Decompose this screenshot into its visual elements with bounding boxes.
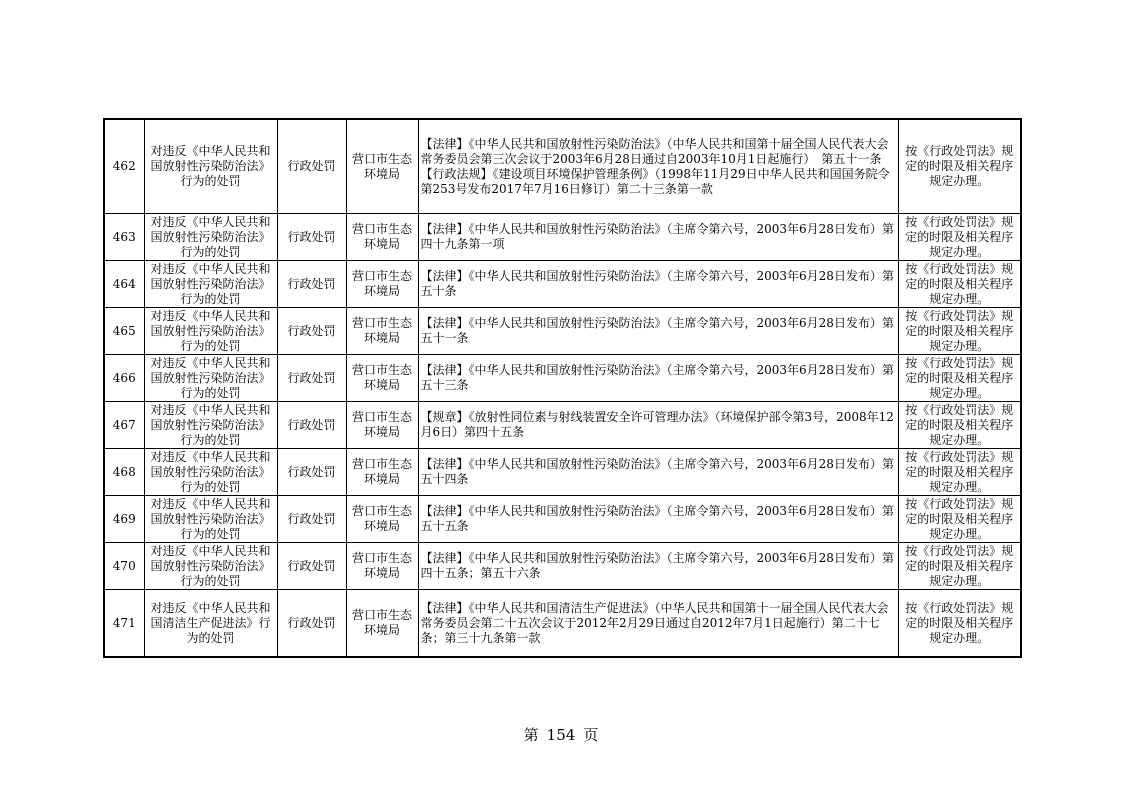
- item-name: 对违反《中华人民共和国放射性污染防治法》行为的处罚: [144, 261, 277, 308]
- item-type: 行政处罚: [277, 308, 346, 355]
- table-row: [104, 543, 1021, 590]
- row-number: 468: [104, 449, 144, 496]
- item-type: 行政处罚: [277, 214, 346, 261]
- row-number: 465: [104, 308, 144, 355]
- procedure-note: 按《行政处罚法》规定的时限及相关程序规定办理。: [898, 214, 1021, 261]
- legal-basis: 【法律】《中华人民共和国放射性污染防治法》（主席令第六号，2003年6月28日发布）第四十九条第一项: [418, 214, 898, 261]
- item-name: 对违反《中华人民共和国放射性污染防治法》行为的处罚: [144, 214, 277, 261]
- item-name: 对违反《中华人民共和国放射性污染防治法》行为的处罚: [144, 119, 277, 214]
- item-type: 行政处罚: [277, 119, 346, 214]
- item-name: 对违反《中华人民共和国放射性污染防治法》行为的处罚: [144, 355, 277, 402]
- department: 营口市生态环境局: [346, 308, 418, 355]
- department: 营口市生态环境局: [346, 261, 418, 308]
- table-row: [104, 119, 1021, 214]
- row-number: 467: [104, 402, 144, 449]
- row-number: 470: [104, 543, 144, 590]
- item-type: 行政处罚: [277, 496, 346, 543]
- department: 营口市生态环境局: [346, 590, 418, 658]
- row-number: 464: [104, 261, 144, 308]
- page-footer: [0, 724, 1122, 745]
- item-name: 对违反《中华人民共和国放射性污染防治法》行为的处罚: [144, 496, 277, 543]
- department: 营口市生态环境局: [346, 402, 418, 449]
- table-row: [104, 590, 1021, 658]
- item-type: 行政处罚: [277, 590, 346, 658]
- procedure-note: 按《行政处罚法》规定的时限及相关程序规定办理。: [898, 402, 1021, 449]
- legal-basis: 【法律】《中华人民共和国清洁生产促进法》（中华人民共和国第十一届全国人民代表大会常务委员会第二十五次会议于2012年2月29日通过自2012年7月1日起施行）第二十七条；第三十九条第一款: [418, 590, 898, 658]
- department: 营口市生态环境局: [346, 496, 418, 543]
- item-name: 对违反《中华人民共和国清洁生产促进法》行为的处罚: [144, 590, 277, 658]
- procedure-note: 按《行政处罚法》规定的时限及相关程序规定办理。: [898, 261, 1021, 308]
- item-name: 对违反《中华人民共和国放射性污染防治法》行为的处罚: [144, 402, 277, 449]
- item-type: 行政处罚: [277, 402, 346, 449]
- item-type: 行政处罚: [277, 543, 346, 590]
- table-row: [104, 449, 1021, 496]
- legal-basis: 【法律】《中华人民共和国放射性污染防治法》（主席令第六号，2003年6月28日发布）第五十三条: [418, 355, 898, 402]
- table-row: [104, 496, 1021, 543]
- table-row: [104, 402, 1021, 449]
- legal-basis: [418, 119, 898, 214]
- procedure-note: 按《行政处罚法》规定的时限及相关程序规定办理。: [898, 496, 1021, 543]
- item-name: 对违反《中华人民共和国放射性污染防治法》行为的处罚: [144, 543, 277, 590]
- department: 营口市生态环境局: [346, 543, 418, 590]
- row-number: 471: [104, 590, 144, 658]
- page-prefix: 第: [523, 726, 539, 744]
- legal-basis: 【法律】《中华人民共和国放射性污染防治法》（主席令第六号，2003年6月28日发布）第五十五条: [418, 496, 898, 543]
- regulation-table: [103, 118, 1022, 658]
- page-suffix: 页: [583, 726, 599, 744]
- table-row: [104, 308, 1021, 355]
- legal-basis: 【规章】《放射性同位素与射线装置安全许可管理办法》（环境保护部令第3号，2008年12月6日）第四十五条: [418, 402, 898, 449]
- item-name: 对违反《中华人民共和国放射性污染防治法》行为的处罚: [144, 308, 277, 355]
- row-number: 469: [104, 496, 144, 543]
- row-number: 466: [104, 355, 144, 402]
- table-row: [104, 261, 1021, 308]
- procedure-note: 按《行政处罚法》规定的时限及相关程序规定办理。: [898, 355, 1021, 402]
- legal-basis: 【法律】《中华人民共和国放射性污染防治法》（主席令第六号，2003年6月28日发布）第四十五条；第五十六条: [418, 543, 898, 590]
- legal-basis: 【法律】《中华人民共和国放射性污染防治法》（主席令第六号，2003年6月28日发布）第五十四条: [418, 449, 898, 496]
- item-type: 行政处罚: [277, 449, 346, 496]
- item-type: 行政处罚: [277, 261, 346, 308]
- department: 营口市生态环境局: [346, 355, 418, 402]
- department: 营口市生态环境局: [346, 214, 418, 261]
- legal-basis-law: 【法律】《中华人民共和国放射性污染防治法》（中华人民共和国第十届全国人民代表大会常务委员会第三次会议于2003年6月28日通过自2003年10月1日起施行） 第五十一条: [420, 136, 889, 166]
- table-row: [104, 214, 1021, 261]
- procedure-note: 按《行政处罚法》规定的时限及相关程序规定办理。: [898, 308, 1021, 355]
- procedure-note: 按《行政处罚法》规定的时限及相关程序规定办理。: [898, 449, 1021, 496]
- procedure-note: 按《行政处罚法》规定的时限及相关程序规定办理。: [898, 590, 1021, 658]
- row-number: 462: [104, 119, 144, 214]
- legal-basis-regulation: 【行政法规】《建设项目环境保护管理条例》（1998年11月29日中华人民共和国国务院令第253号发布2017年7月16日修订）第二十三条第一款: [420, 166, 890, 196]
- page-number: 154: [546, 726, 576, 744]
- department: 营口市生态环境局: [346, 119, 418, 214]
- item-name: 对违反《中华人民共和国放射性污染防治法》行为的处罚: [144, 449, 277, 496]
- department: 营口市生态环境局: [346, 449, 418, 496]
- item-type: 行政处罚: [277, 355, 346, 402]
- legal-basis: 【法律】《中华人民共和国放射性污染防治法》（主席令第六号，2003年6月28日发布）第五十一条: [418, 308, 898, 355]
- table-row: [104, 355, 1021, 402]
- procedure-note: 按《行政处罚法》规定的时限及相关程序规定办理。: [898, 119, 1021, 214]
- legal-basis: 【法律】《中华人民共和国放射性污染防治法》（主席令第六号，2003年6月28日发布）第五十条: [418, 261, 898, 308]
- procedure-note: 按《行政处罚法》规定的时限及相关程序规定办理。: [898, 543, 1021, 590]
- row-number: 463: [104, 214, 144, 261]
